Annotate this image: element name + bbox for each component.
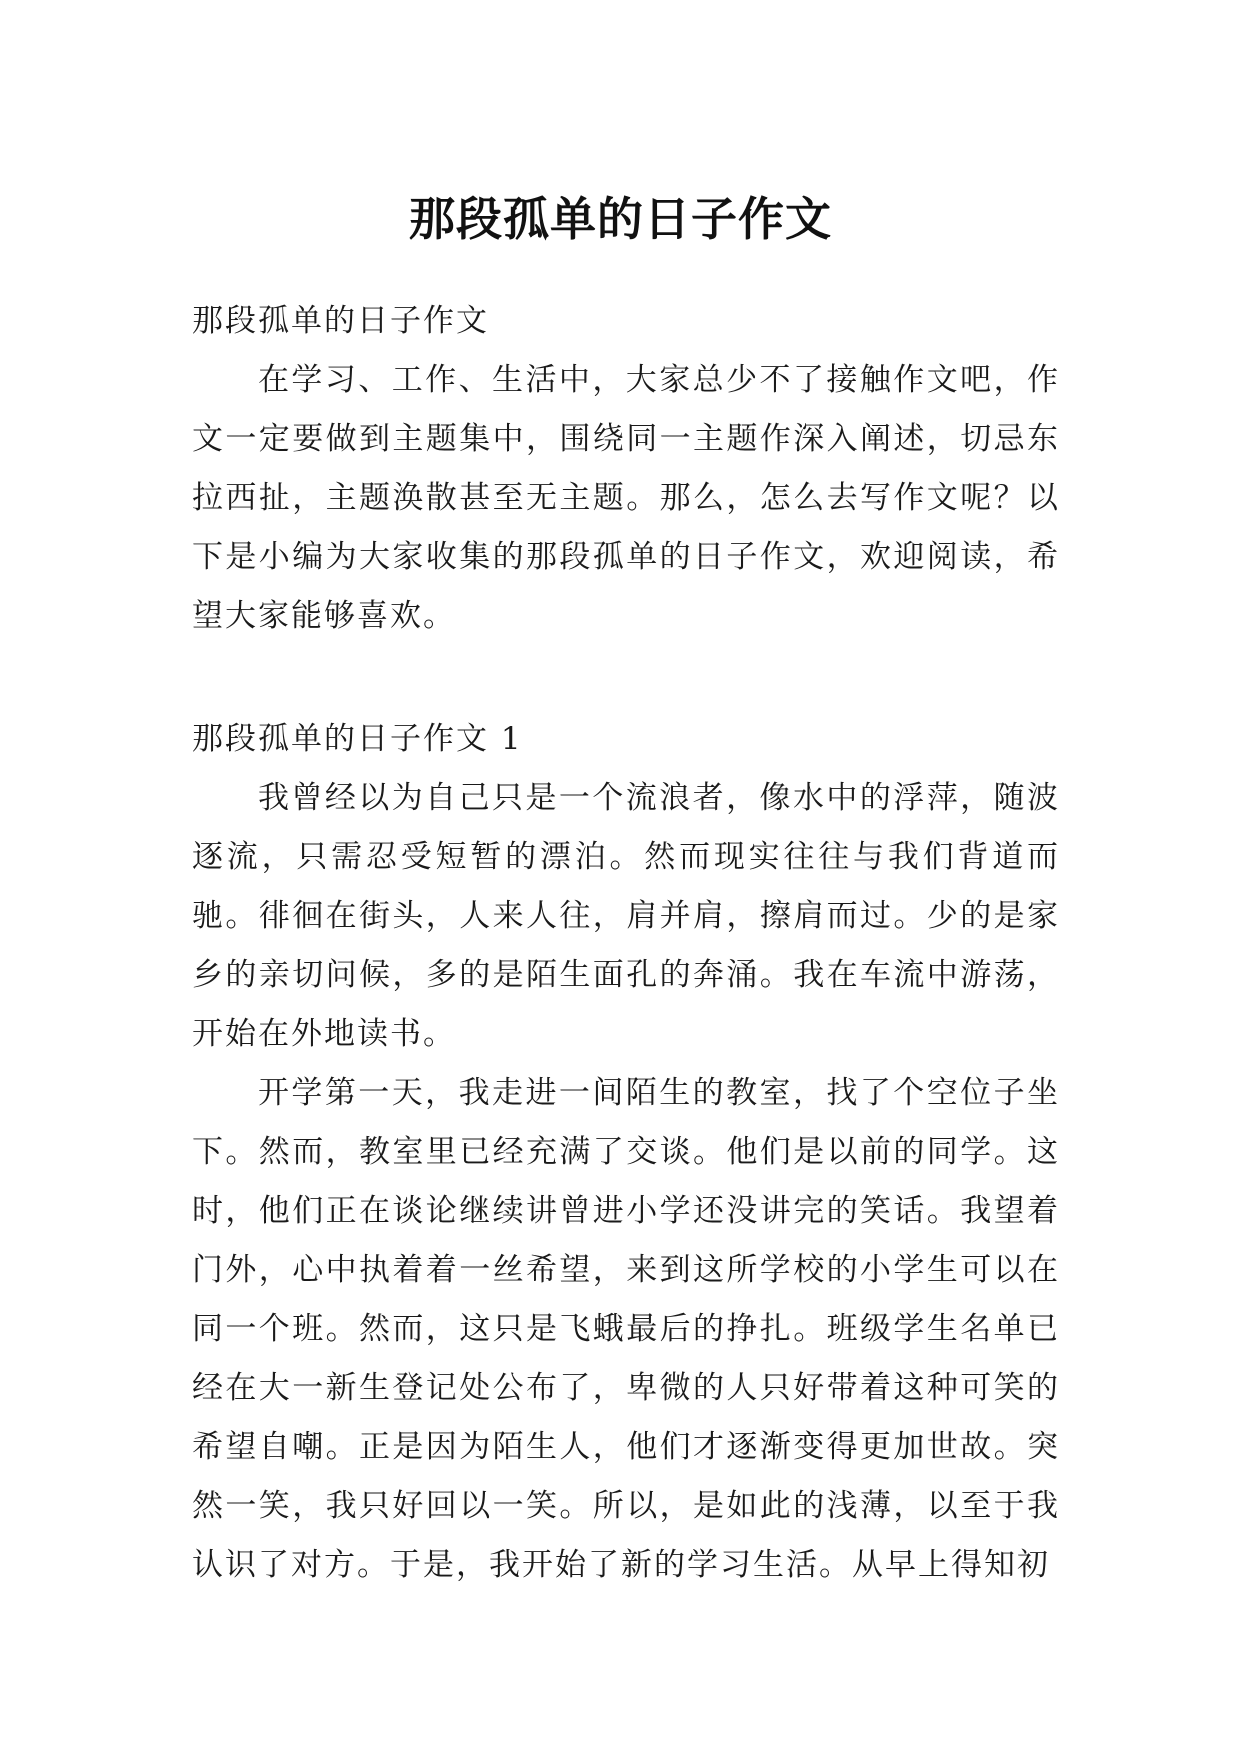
intro-paragraph: 在学习、工作、生活中，大家总少不了接触作文吧，作文一定要做到主题集中，围绕同一主题作深入阐述，切忌东拉西扯，主题涣散甚至无主题。那么，怎么去写作文呢？以下是小编为大家收集的那段孤单的日子作文，欢迎阅读，希望大家能够喜欢。: [192, 362, 1060, 634]
intro-heading: 那段孤单的日子作文: [192, 303, 489, 339]
document-body: [192, 292, 1060, 1595]
section-spacer: [192, 646, 1060, 710]
document-title: 那段孤单的日子作文: [409, 191, 832, 246]
body-paragraph: 我曾经以为自己只是一个流浪者，像水中的浮萍，随波逐流，只需忍受短暂的漂泊。然而现实往往与我们背道而驰。徘徊在街头，人来人往，肩并肩，擦肩而过。少的是家乡的亲切问候，多的是陌生面孔的奔涌。我在车流中游荡，开始在外地读书。: [192, 780, 1060, 1052]
section-heading: 那段孤单的日子作文 1: [192, 721, 523, 757]
body-paragraph: 开学第一天，我走进一间陌生的教室，找了个空位子坐下。然而，教室里已经充满了交谈。他们是以前的同学。这时，他们正在谈论继续讲曾进小学还没讲完的笑话。我望着门外，心中执着着一丝希望，来到这所学校的小学生可以在同一个班。然而，这只是飞蛾最后的挣扎。班级学生名单已经在大一新生登记处公布了，卑微的人只好带着这种可笑的希望自嘲。正是因为陌生人，他们才逐渐变得更加世故。突然一笑，我只好回以一笑。所以，是如此的浅薄，以至于我认识了对方。于是，我开始了新的学习生活。从早上得知初: [192, 1075, 1060, 1583]
